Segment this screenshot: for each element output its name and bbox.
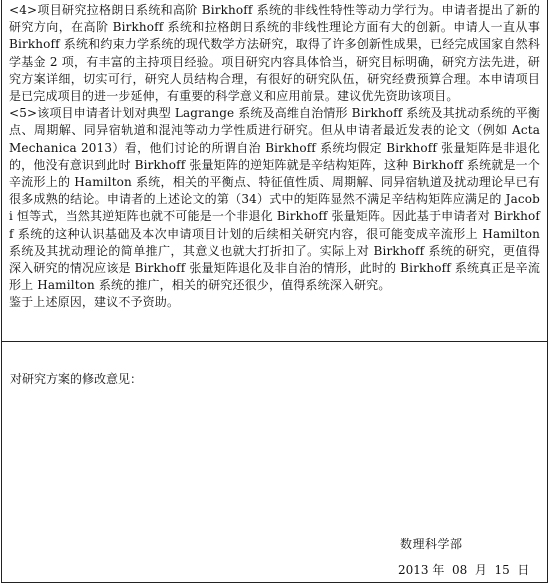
review-comments-section xyxy=(2,0,547,342)
department-name: 数理科学部 xyxy=(400,537,463,551)
modification-section xyxy=(2,342,547,583)
modification-label: 对研究方案的修改意见： xyxy=(10,372,143,386)
review-paragraph-4: <4>项目研究拉格朗日系统和高阶 Birkhoff 系统的非线性特性等动力学行为。申请者提出了新的研究方向，在高阶 Birkhoff 系统和拉格朗日系统的非线性理论方面有大的创新。申请人一直从事 Birkhoff 系统和约束力学系统的现代数学方法研究，取得了许多创新性成果，已经完成国家自然科学基金 2 项，有丰富的主持项目经验。项目研究内容具体恰当，研究目标明确，研究方法先进，研究方案详细，切实可行，研究人员结构合理，有很好的研究队伍，研究经费预算合理。本申请项目是已完成项目的进一步延伸，有重要的科学意义和应用前景。建议优先资助该项目。 xyxy=(9,3,540,104)
review-form xyxy=(1,0,548,583)
review-conclusion: 鉴于上述原因，建议不予资助。 xyxy=(9,295,180,310)
review-date: 2013 年 08 月 15 日 xyxy=(398,563,530,577)
review-paragraph-5: <5>该项目申请者计划对典型 Lagrange 系统及高维自治情形 Birkhoff 系统及其扰动系统的平衡点、周期解、同异宿轨道和混沌等动力学性质进行研究。但从申请者最近发表的论文（例如 Acta Mechanica 2013）看，他们讨论的所谓自治 Birkhoff 系统均假定 Birkhoff 张量矩阵是非退化的，他没有意识到此时 Birkhoff 张量矩阵的逆矩阵就是辛结构矩阵，这种 Birkhoff 系统就是一个辛流形上的 Hamilton 系统，相关的平衡点、特征值性质、周期解、同异宿轨道及扰动理论早已有很多成熟的结论。申请者的上述论文的第（34）式中的矩阵显然不满足辛结构矩阵应满足的 Jacobi 恒等式，当然其逆矩阵也就不可能是一个非退化 Birkhoff 张量矩阵。因此基于申请者对 Birkhoff 系统的这种认识基础及本次申请项目计划的后续相关研究内容，很可能变成辛流形上 Hamilton 系统及其扰动理论的简单推广，其意义也就大打折扣了。实际上对 Birkhoff 系统的研究，更值得深入研究的情况应该是 Birkhoff 张量矩阵退化及非自治的情形，此时的 Birkhoff 系统真正是辛流形上 Hamilton 系统的推广，相关的研究还很少，值得系统深入研究。 xyxy=(9,106,540,293)
